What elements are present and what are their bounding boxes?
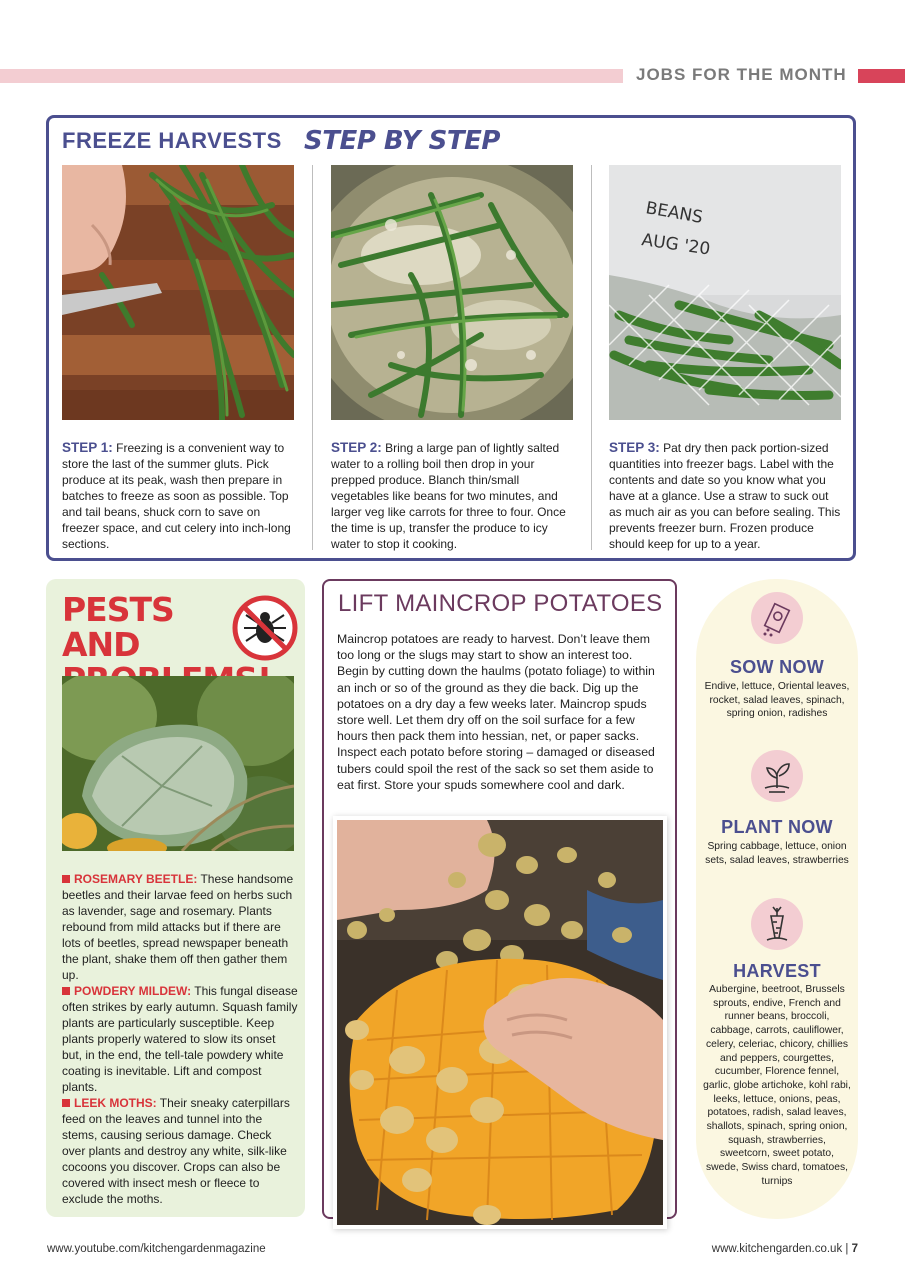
no-bug-icon (232, 595, 298, 661)
pests-list (62, 871, 298, 1207)
pest-name: POWDERY MILDEW: (74, 984, 192, 998)
pest-description: Their sneaky caterpillars feed on the leaves and tunnel into the stems, causing serious damage. Check over plants and destroy any white, silk-like cocoons you discover. Crops can also be covered with insect mesh or fleece to exclude the moths. (62, 1096, 290, 1206)
step-2-body: Bring a large pan of lightly salted water to a rolling boil then drop in your prepped produce. Blanch thin/small vegetables like beans for two minutes, and larger veg like carrots for three to four. Once the time is up, transfer the produce to icy water to stop it cooking. (331, 441, 566, 551)
step-1-label: STEP 1: (62, 440, 113, 455)
step-2-text (331, 440, 576, 552)
bullet-icon (62, 875, 70, 883)
pest-item (62, 1095, 298, 1207)
photo-trimming-beans (62, 165, 294, 420)
harvest-list: Aubergine, beetroot, Brussels sprouts, endive, French and runner beans, broccoli, cabbage, carrots, cauliflower, celery, celeriac, chicory, chillies and peppers, courgettes, cucumber, Florence fennel, garlic, globe artichoke, kohl rabi, leeks, lettuce, onions, peas, potatoes, radish, salad leaves, shallots, spinach, spring onion, squash, strawberries, sweetcorn, sweet potato, swede, Swiss chard, tomatoes, turnips (703, 984, 851, 1187)
sow-now-heading: SOW NOW (729, 657, 825, 677)
page-number: 7 (851, 1243, 858, 1255)
seedling-icon (751, 750, 803, 802)
plant-now-heading: PLANT NOW (721, 817, 833, 837)
header-stripe (0, 69, 623, 83)
pest-name: LEEK MOTHS: (74, 1096, 157, 1110)
photo-powdery-mildew (62, 676, 294, 851)
carrot-icon (751, 898, 803, 950)
freeze-subtitle: STEP BY STEP (304, 126, 500, 156)
bullet-icon (62, 987, 70, 995)
freeze-title: FREEZE HARVESTS (62, 128, 282, 153)
pest-item (62, 871, 298, 983)
header-accent (858, 69, 905, 83)
footer-site: www.kitchengarden.co.uk | 7 (711, 1243, 858, 1255)
photo-potato-harvest (337, 820, 663, 1225)
footer-site-link[interactable]: www.kitchengarden.co.uk (711, 1243, 843, 1255)
sow-now-list: Endive, lettuce, Oriental leaves, rocket, salad leaves, spinach, spring onion, radishes (704, 681, 850, 720)
seed-packet-icon (751, 592, 803, 644)
bag-label-line1: BEANS (644, 198, 705, 228)
plant-now-list: Spring cabbage, lettuce, onion sets, salad leaves, strawberries (705, 841, 849, 866)
step-1-text (62, 440, 300, 552)
step-3-body: Pat dry then pack portion-sized quantities into freezer bags. Label with the contents and date so you know what you have at a glance. Use a straw to suck out as much air as you can before sealing. This prevents freezer burn. Frozen produce should keep for up to a year. (609, 441, 841, 551)
photo-blanching-pan (331, 165, 573, 420)
pest-description: This fungal disease often strikes by early autumn. Squash family plants are particularly susceptible. Keep plants properly watered to slow its onset but, in the end, the tell-tale powdery white coating is inevitable. Lift and compost plants. (62, 984, 298, 1094)
step-2-label: STEP 2: (331, 440, 382, 455)
pest-item (62, 983, 298, 1095)
footer-youtube-link[interactable]: www.youtube.com/kitchengardenmagazine (47, 1243, 266, 1255)
step-3-label: STEP 3: (609, 440, 660, 455)
harvest-heading: HARVEST (733, 961, 821, 981)
section-title: JOBS FOR THE MONTH (636, 65, 847, 84)
pest-name: ROSEMARY BEETLE: (74, 872, 198, 886)
potatoes-title: LIFT MAINCROP POTATOES (338, 590, 663, 617)
potatoes-body: Maincrop potatoes are ready to harvest. Don’t leave them too long or the slugs may start to show an interest too. Begin by cutting down the haulms (potato foliage) to within an inch or so of the ground as they die back. Dig up the potatoes on a dry day a few weeks later. Maincrop spuds store well. Let them dry off on the soil surface for a few hours then pack them into hessian, net, or paper sacks. Inspect each potato before storing – damaged or diseased tubers could spoil the rest of the sack so set them aside to eat first. Store your spuds somewhere cool and dark. (337, 632, 655, 792)
photo-freezer-bag (609, 165, 841, 420)
step-1-body: Freezing is a convenient way to store the last of the summer gluts. Pick produce at its peak, wash then prepare in batches to freeze as soon as possible. Top and tail beans, shuck corn to save on freezer space, and cut celery into inch-long sections. (62, 441, 291, 551)
bag-label-line2: AUG '20 (640, 230, 712, 260)
column-divider (591, 165, 592, 550)
column-divider (312, 165, 313, 550)
pests-title-line1: PESTS AND (62, 590, 174, 664)
pest-description: These handsome beetles and their larvae feed on herbs such as lavender, sage and rosemary. Plants rebound from mild attacks but if there are lots of beetles, spread newspaper beneath the plant, shake them off then gather them up. (62, 872, 294, 982)
bullet-icon (62, 1099, 70, 1107)
step-3-text (609, 440, 844, 552)
